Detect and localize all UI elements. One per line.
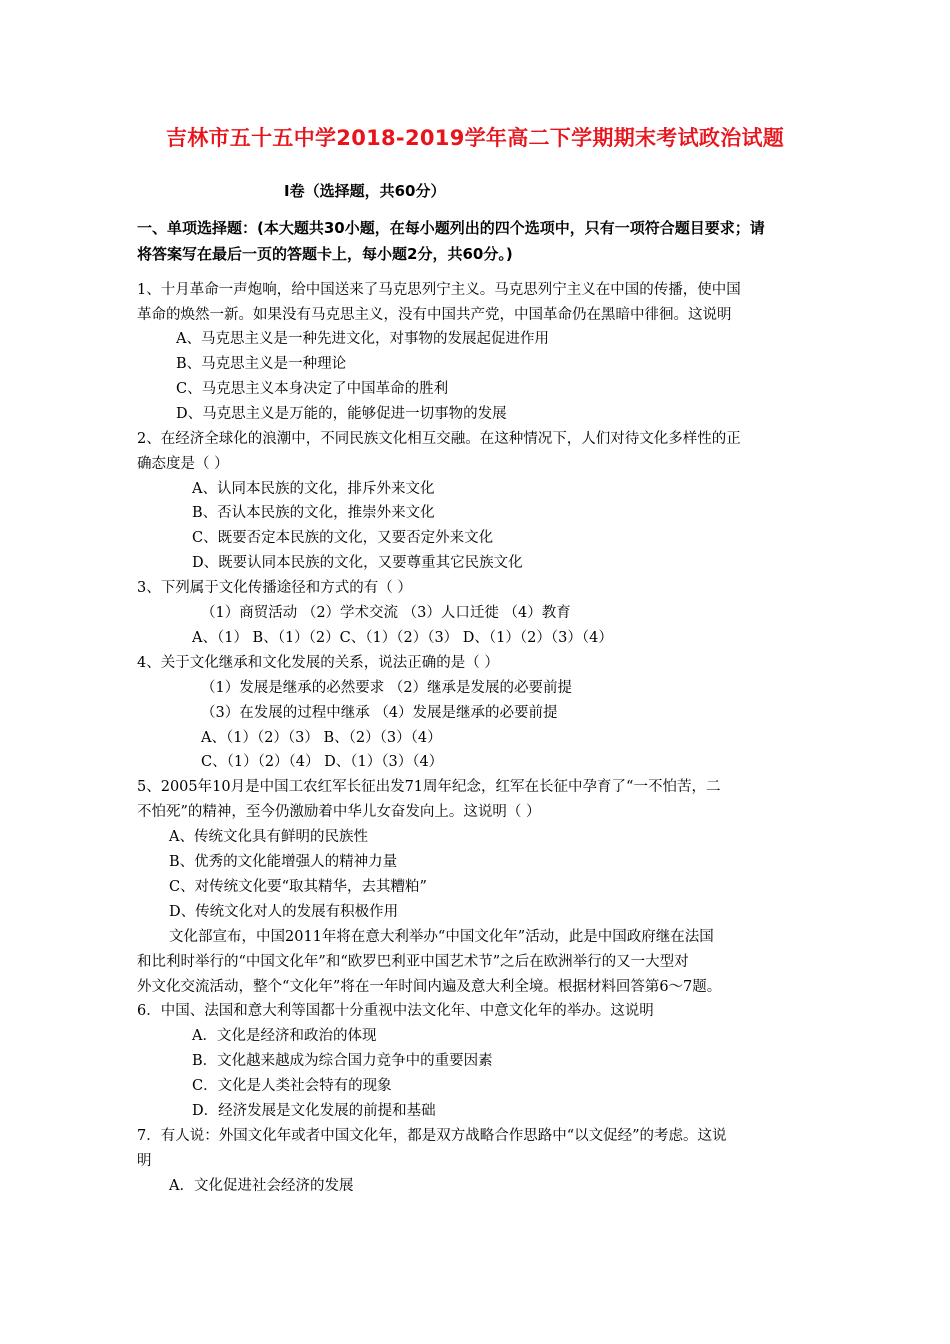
question-1-option-b: B、马克思主义是一种理论 xyxy=(176,356,347,372)
question-2-stem: 确态度是（ ） xyxy=(137,456,229,472)
question-2-stem: 2、在经济全球化的浪潮中，不同民族文化相互交融。在这种情况下，人们对待文化多样性的正 xyxy=(137,431,741,447)
question-5-option-d: D、传统文化对人的发展有积极作用 xyxy=(169,904,399,920)
material-paragraph: 外文化交流活动，整个“文化年”将在一年时间内遍及意大利全境。根据材料回答第6～7题。 xyxy=(137,979,722,995)
question-4-stem: 4、关于文化继承和文化发展的关系，说法正确的是（ ） xyxy=(137,655,499,671)
question-3-options: A、（1） B、（1）（2）C、（1）（2）（3） D、（1）（2）（3）（4） xyxy=(192,630,613,646)
question-1-option-a: A、马克思主义是一种先进文化，对事物的发展起促进作用 xyxy=(176,331,549,347)
question-7-option-a: A．文化促进社会经济的发展 xyxy=(169,1178,354,1194)
question-2-option-c: C、既要否定本民族的文化，又要否定外来文化 xyxy=(192,530,494,546)
question-4-options: C、（1）（2）（4） D、（1）（3）（4） xyxy=(201,754,444,770)
exam-title: 吉林市五十五中学2018-2019学年高二下学期期末考试政治试题 xyxy=(165,126,785,150)
question-2-option-d: D、既要认同本民族的文化，又要尊重其它民族文化 xyxy=(192,555,523,571)
question-1-stem: 革命的焕然一新。如果没有马克思主义，没有中国共产党，中国革命仍在黑暗中徘徊。这说明 xyxy=(137,307,732,323)
question-5-stem: 不怕死”的精神，至今仍激励着中华儿女奋发向上。这说明（ ） xyxy=(137,804,541,820)
question-6-option-a: A．文化是经济和政治的体现 xyxy=(192,1028,377,1044)
material-paragraph: 文化部宣布，中国2011年将在意大利举办“中国文化年”活动，此是中国政府继在法国 xyxy=(169,929,714,945)
question-5-stem: 5、2005年10月是中国工农红军长征出发71周年纪念，红军在长征中孕育了“一不怕苦，二 xyxy=(137,779,721,795)
question-1-option-c: C、马克思主义本身决定了中国革命的胜利 xyxy=(176,381,449,397)
question-2-option-a: A、认同本民族的文化，排斥外来文化 xyxy=(192,481,435,497)
question-3-items: （1）商贸活动 （2）学术交流 （3）人口迁徙 （4）教育 xyxy=(201,605,571,621)
question-2-option-b: B、否认本民族的文化，推崇外来文化 xyxy=(192,505,435,521)
question-6-option-b: B．文化越来越成为综合国力竞争中的重要因素 xyxy=(192,1053,493,1069)
material-paragraph: 和比利时举行的“中国文化年”和“欧罗巴利亚中国艺术节”之后在欧洲举行的又一大型对 xyxy=(137,954,689,970)
question-1-option-d: D、马克思主义是万能的，能够促进一切事物的发展 xyxy=(176,406,507,422)
question-7-stem: 7．有人说：外国文化年或者中国文化年，都是双方战略合作思路中“以文促经”的考虑。这说 xyxy=(137,1128,727,1144)
question-5-option-a: A、传统文化具有鲜明的民族性 xyxy=(169,829,368,845)
question-3-stem: 3、下列属于文化传播途径和方式的有（ ） xyxy=(137,580,412,596)
instruction-line: 将答案写在最后一页的答题卡上，每小题2分，共60分。) xyxy=(137,245,513,263)
question-5-option-c: C、对传统文化要“取其精华，去其糟粕” xyxy=(169,879,427,895)
question-1-stem: 1、十月革命一声炮响，给中国送来了马克思列宁主义。马克思列宁主义在中国的传播，使中国 xyxy=(137,282,741,298)
question-4-options: A、（1）（2）（3） B、（2）（3）（4） xyxy=(201,730,442,746)
instruction-line: 一、单项选择题：(本大题共30小题，在每小题列出的四个选项中，只有一项符合题目要求；请 xyxy=(137,219,765,237)
question-7-stem: 明 xyxy=(137,1153,152,1169)
question-4-items: （1）发展是继承的必然要求 （2）继承是发展的必要前提 xyxy=(201,680,573,696)
question-4-items: （3）在发展的过程中继承 （4）发展是继承的必要前提 xyxy=(201,705,558,721)
question-6-stem: 6．中国、法国和意大利等国都十分重视中法文化年、中意文化年的举办。这说明 xyxy=(137,1003,654,1019)
question-6-option-d: D．经济发展是文化发展的前提和基础 xyxy=(192,1103,436,1119)
section-heading: Ⅰ卷（选择题，共60分） xyxy=(284,182,446,200)
question-6-option-c: C．文化是人类社会特有的现象 xyxy=(192,1078,392,1094)
question-5-option-b: B、优秀的文化能增强人的精神力量 xyxy=(169,854,398,870)
